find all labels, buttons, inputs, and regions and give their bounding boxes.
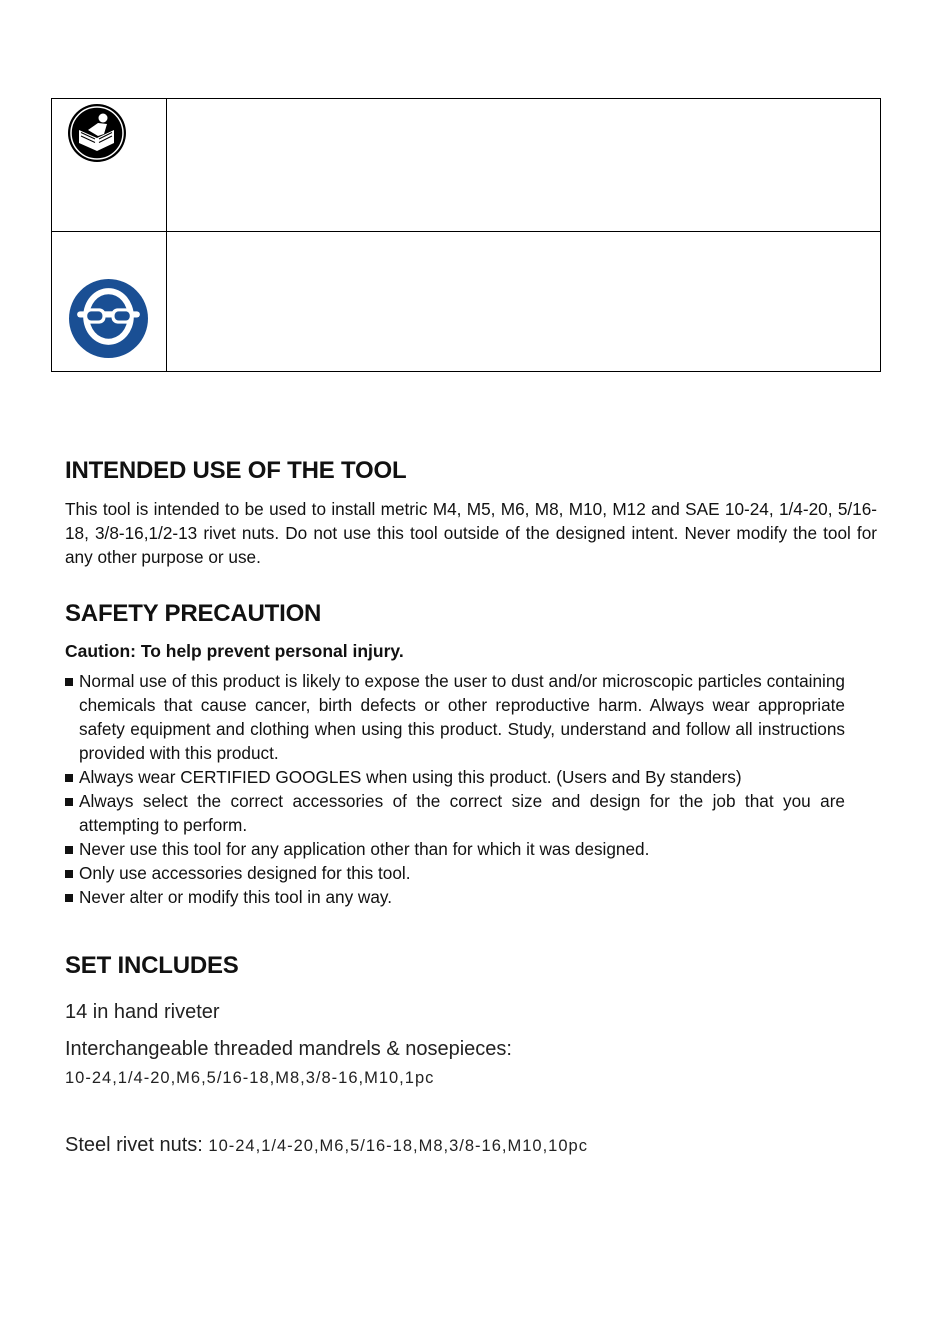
set-item-mandrels: Interchangeable threaded mandrels & nosepieces:	[65, 1038, 512, 1060]
list-item: Normal use of this product is likely to expose the user to dust and/or microscopic particles containing chemicals that cause cancer, birth defects or other reproductive harm. Always wear appropriate safety equipment and clothing when using this product. Study, understand and follow all instructions provided with this product.	[65, 669, 845, 765]
rivet-nuts-sizes: 10-24,1/4-20,M6,5/16-18,M8,3/8-16,M10,10pc	[208, 1137, 588, 1155]
list-item: Always wear CERTIFIED GOOGLES when using this product. (Users and By standers)	[65, 765, 879, 789]
set-item-mandrels-sizes: 10-24,1/4-20,M6,5/16-18,M8,3/8-16,M10,1pc	[65, 1069, 435, 1087]
intended-use-heading: INTENDED USE OF THE TOOL	[65, 457, 407, 484]
list-item: Never alter or modify this tool in any way.	[65, 885, 845, 909]
symbol-row-read-manual	[52, 99, 880, 232]
symbol-row-wear-goggles	[52, 232, 880, 371]
set-item-rivet-nuts	[65, 1134, 588, 1157]
safety-symbol-table	[51, 98, 881, 372]
list-item: Always select the correct accessories of the correct size and design for the job that you are attempting to perform.	[65, 789, 845, 837]
symbol-icon-cell	[52, 232, 167, 371]
rivet-nuts-label: Steel rivet nuts:	[65, 1134, 203, 1156]
set-includes-heading: SET INCLUDES	[65, 952, 239, 979]
symbol-text-cell	[167, 99, 880, 231]
list-item: Only use accessories designed for this tool.	[65, 861, 845, 885]
intended-use-body: This tool is intended to be used to install metric M4, M5, M6, M8, M10, M12 and SAE 10-24, 1/4-20, 5/16-18, 3/8-16,1/2-13 rivet nuts. Do not use this tool outside of the designed intent. Never modify the tool for any other purpose or use.	[65, 499, 877, 567]
read-manual-icon	[67, 103, 127, 163]
symbol-text-cell	[167, 232, 880, 371]
set-item-riveter: 14 in hand riveter	[65, 1001, 220, 1023]
symbol-icon-cell	[52, 99, 167, 231]
list-item: Never use this tool for any application other than for which it was designed.	[65, 837, 845, 861]
safety-bullet-list	[65, 669, 845, 909]
safety-precaution-heading: SAFETY PRECAUTION	[65, 600, 322, 627]
wear-goggles-icon	[68, 278, 149, 359]
caution-text: Caution: To help prevent personal injury.	[65, 641, 404, 661]
